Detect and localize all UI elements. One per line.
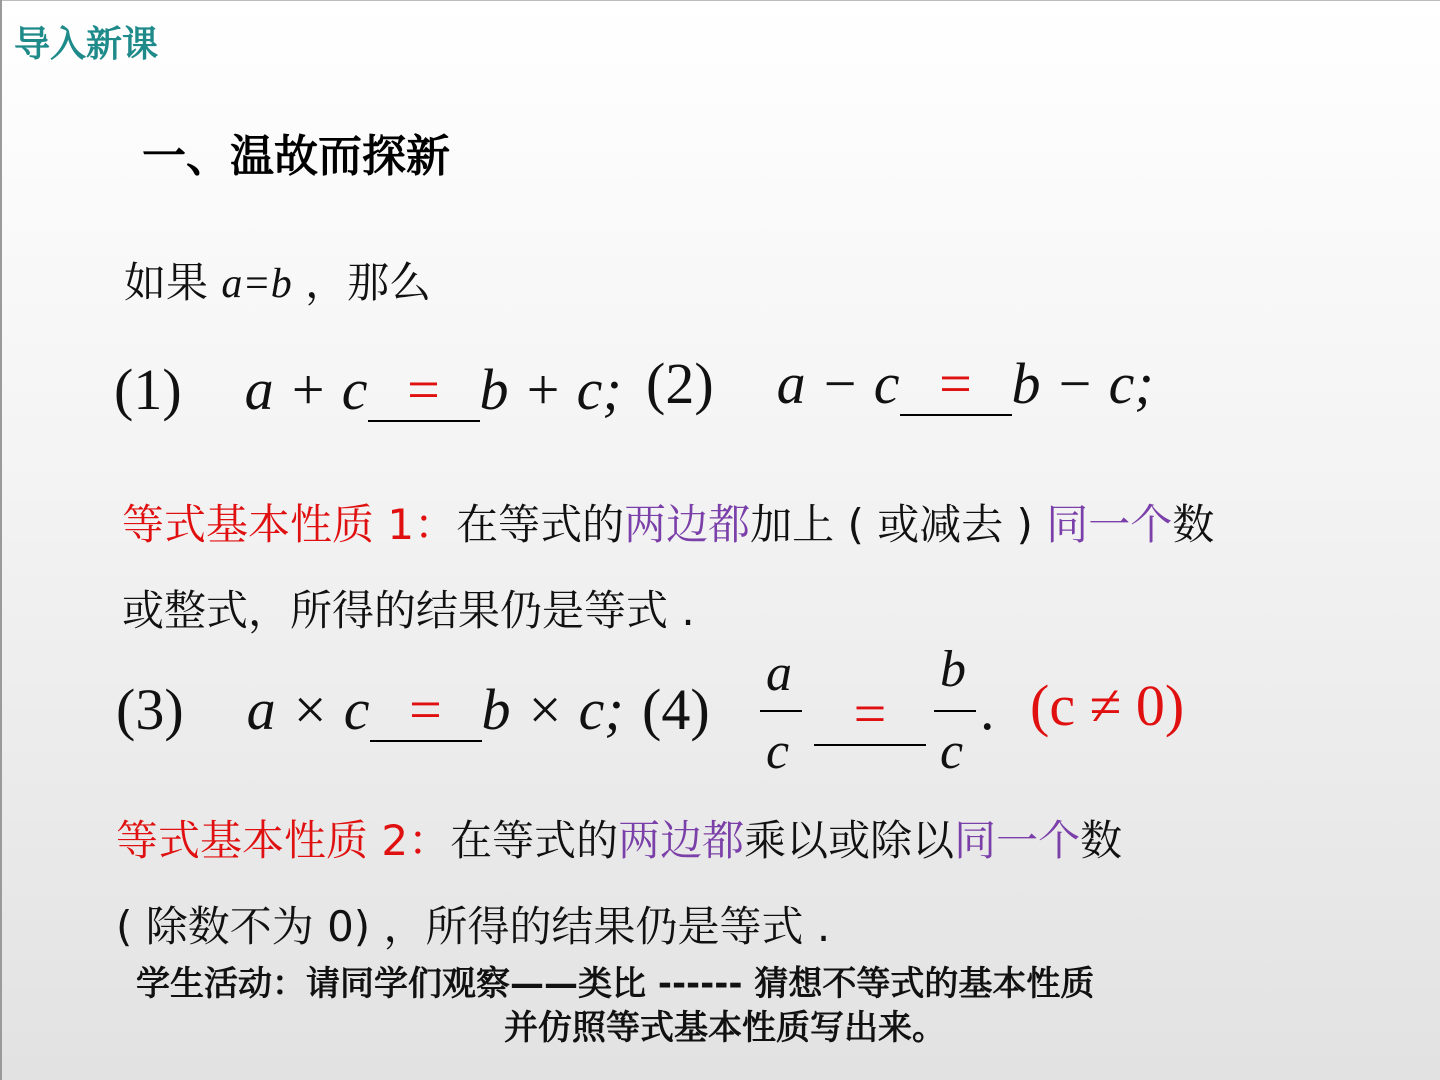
equation-4-number: (4) xyxy=(642,677,710,742)
slide-left-border xyxy=(0,0,2,1080)
property-1-line-1 xyxy=(122,492,1214,552)
property-1-highlight-1: 两边都 xyxy=(624,500,751,549)
property-1-text-3: 数 xyxy=(1172,500,1215,549)
property-2-highlight-2: 同一个 xyxy=(954,816,1081,865)
student-activity-line-1: 学生活动：请同学们观察——类比 ------ 猜想不等式的基本性质 xyxy=(136,964,1095,1004)
intro-line xyxy=(124,250,431,310)
equation-4-left-numerator: a xyxy=(766,645,792,702)
equation-3-right: b × c; xyxy=(481,677,624,742)
equation-2-answer: = xyxy=(900,350,1012,416)
equation-1 xyxy=(114,356,622,423)
equation-2-number: (2) xyxy=(646,351,714,416)
student-activity-line-2: 并仿照等式基本性质写出来。 xyxy=(504,1008,946,1048)
property-1-text-2: 加上 ( 或减去 ) xyxy=(750,500,1047,549)
equation-4-condition: (c ≠ 0) xyxy=(1030,673,1185,738)
property-2-name: 等式基本性质 2： xyxy=(116,816,451,865)
equation-1-right: b + c; xyxy=(479,357,622,422)
equation-2-right: b − c; xyxy=(1011,351,1154,416)
property-1-name: 等式基本性质 1： xyxy=(122,500,457,549)
property-1-highlight-2: 同一个 xyxy=(1046,500,1173,549)
equation-1-number: (1) xyxy=(114,357,182,422)
property-2-text-2: 乘以或除以 xyxy=(744,816,955,865)
intro-suffix: ，那么 xyxy=(305,258,432,307)
intro-expr: a=b xyxy=(221,261,292,307)
property-2-text-1: 在等式的 xyxy=(450,816,619,865)
section-title: 一、温故而探新 xyxy=(142,131,450,182)
equation-4-left-fraction-bar xyxy=(760,710,802,712)
property-2-line-1 xyxy=(116,808,1122,868)
property-2-text-3: 数 xyxy=(1080,816,1123,865)
equation-3-left: a × c xyxy=(246,677,370,742)
equation-2-left: a − c xyxy=(776,351,900,416)
property-1-text-1: 在等式的 xyxy=(456,500,625,549)
equation-4-right-fraction-bar xyxy=(934,710,976,712)
section-label: 导入新课 xyxy=(14,24,159,65)
equation-4-answer: = xyxy=(814,680,926,746)
equation-3-answer: = xyxy=(370,676,482,742)
equation-1-left: a + c xyxy=(244,357,368,422)
property-2-highlight-1: 两边都 xyxy=(618,816,745,865)
equation-3-number: (3) xyxy=(116,677,184,742)
slide-top-border xyxy=(0,0,1440,1)
intro-prefix: 如果 xyxy=(124,258,209,307)
equation-4-period: . xyxy=(980,677,995,742)
equation-3 xyxy=(116,676,624,743)
property-1-line-2: 或整式，所得的结果仍是等式 . xyxy=(122,586,695,635)
property-2-line-2: ( 除数不为 0) ，所得的结果仍是等式 . xyxy=(116,902,831,951)
equation-2 xyxy=(646,350,1154,417)
equation-4-right-denominator: c xyxy=(940,723,964,780)
equation-4-left-denominator: c xyxy=(766,723,790,780)
equation-4-right-numerator: b xyxy=(940,641,966,698)
equation-1-answer: = xyxy=(368,356,480,422)
